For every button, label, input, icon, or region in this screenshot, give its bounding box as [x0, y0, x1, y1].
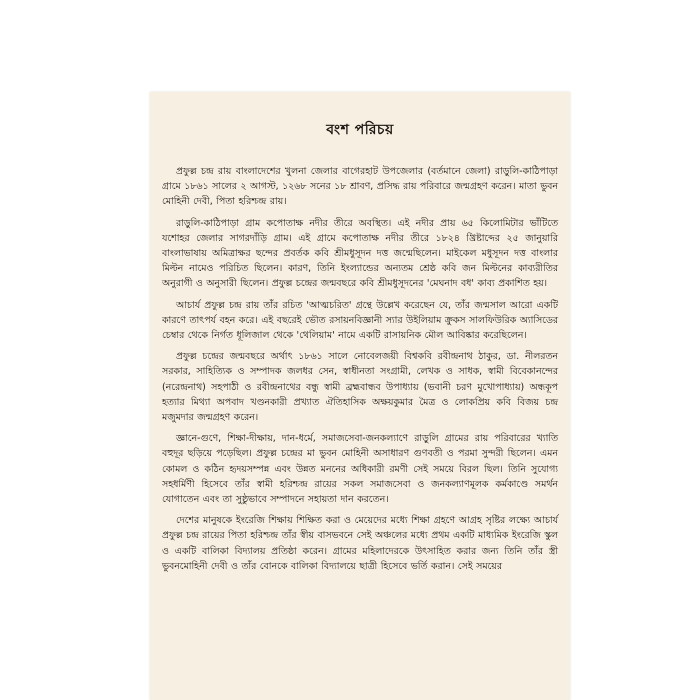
paragraph-6: দেশের মানুষকে ইংরেজি শিক্ষায় শিক্ষিত করা ও মেয়েদের মধ্যে শিক্ষা গ্রহণে আগ্রহ সৃষ্টির লক্ষ্যে আচার্য প্রফুল্ল চন্দ্র রায়ের পিতা হরিশ্চন্দ্র তাঁর স্বীয় বাসভবনে সেই অঞ্চলের মধ্যে প্রথম একটি মাধ্যমিক ইংরেজি স্কুল ও একটি বালিকা বিদ্যালয় প্রতিষ্ঠা করেন। গ্রামের মহিলাদেরকে উৎসাহিত করার জন্য তিনি তাঁর স্ত্রী ভুবনমোহিনী দেবী ও তাঁর বোনকে বালিকা বিদ্যালয়ে ছাত্রী হিসেবে ভর্তি করান। সেই সময়ের: [162, 515, 558, 572]
paragraph-2: রাড়ুলি-কাঠিপাড়া গ্রাম কপোতাক্ষ নদীর তীরে অবস্থিত। এই নদীর প্রায় ৬৫ কিলোমিটার ভাঁটিতে যশোহর জেলার সাগরদাঁড়ি গ্রাম। এই গ্রামে কপোতাক্ষ নদীর তীরে ১৮২৪ খ্রিষ্টাব্দের ২৫ জানুয়ারি বাংলাভাষায় অমিত্রাক্ষর ছন্দের প্রবর্তক কবি শ্রীমধুসূদন দত্ত জন্মেছিলেন। মাইকেল মধুসূদন দত্ত বাংলার মিল্টন নামেও পরিচিত ছিলেন। কারণ, তিনি ইংল্যান্ডের অন্যতম শ্রেষ্ঠ কবি জন মিল্টনের কাব্যরীতির অনুরাগী ও অনুসারী ছিলেন। প্রফুল্ল চন্দ্রের জন্মবছরে কবি শ্রীমধুসূদনের 'মেঘনাদ বধ' কাব্য প্রকাশিত হয়।: [162, 217, 558, 290]
chapter-title: বংশ পরিচয়: [326, 122, 394, 138]
page-content: [162, 118, 558, 580]
paragraph-5: জ্ঞানে-গুণে, শিক্ষা-দীক্ষায়, দান-ধর্মে, সমাজসেবা-জনকল্যাণে রাড়ুলি গ্রামের রায় পরিবারের খ্যাতি বহুদূর ছড়িয়ে পড়েছিল। প্রফুল্ল চন্দ্রের মা ভুবন মোহিনী অসাধারণ গুণবতী ও পরমা সুন্দরী ছিলেন। এমন কোমল ও কঠিন হৃদয়সম্পন্ন এবং উন্নত মননের অধিকারী রমণী সেই সময়ে বিরল ছিল। তিনি সুযোগ্য সহধর্মিণী হিসেবে তাঁর স্বামী হরিশ্চন্দ্র রায়ের সকল সমাজসেবা ও জনকল্যাণমূলক কর্মকাণ্ডে সমর্থন যোগাতেন এবং তা সুষ্ঠুভাবে সম্পাদনে সহায়তা দান করতেন।: [162, 433, 558, 506]
book-page: [150, 92, 570, 700]
paragraph-4: প্রফুল্ল চন্দ্রের জন্মবছরে অর্থাৎ ১৮৬১ সালে নোবেলজয়ী বিশ্বকবি রবীন্দ্রনাথ ঠাকুর, ডা. নীলরতন সরকার, সাহিত্যিক ও সম্পাদক জলধর সেন, স্বাধীনতা সংগ্রামী, লেখক ও সাধক, স্বামী বিবেকানন্দের (নরেন্দ্রনাথ) সহপাঠী ও রবীন্দ্রনাথের বন্ধু স্বামী ব্রহ্মবান্ধব উপাধ্যায় (ভবানী চরণ মুখোপাধ্যায়) অন্ধকূপ হত্যার মিথ্যা অপবাদ খণ্ডনকারী প্রখ্যাত ঐতিহাসিক অক্ষয়কুমার মৈত্র ও লোকপ্রিয় কবি বিজয় চন্দ্র মজুমদার জন্মগ্রহণ করেন।: [162, 351, 558, 424]
paragraph-1: প্রফুল্ল চন্দ্র রায় বাংলাদেশের খুলনা জেলার বাগেরহাট উপজেলার (বর্তমানে জেলা) রাড়ুলি-কাঠিপাড়া গ্রামে ১৮৬১ সালের ২ আগস্ট, ১২৬৮ সনের ১৮ শ্রাবণ, প্রসিদ্ধ রায় পরিবারে জন্মগ্রহণ করেন। মাতা ভুবন মোহিনী দেবী, পিতা হরিশ্চন্দ্র রায়।: [162, 166, 558, 208]
paragraph-3: আচার্য প্রফুল্ল চন্দ্র রায় তাঁর রচিত 'আত্মচরিত' গ্রন্থে উল্লেখ করেছেন যে, তাঁর জন্মসাল আরো একটি কারণে তাৎপর্য বহন করে। এই বছরেই ভৌত রসায়নবিজ্ঞানী স্যার উইলিয়াম ক্রুকস সালফিউরিক অ্যাসিডের চেম্বার থেকে নির্গত ধূলিজাল থেকে 'থেলিয়াম' নামে একটি রাসায়নিক মৌল আবিষ্কার করেছিলেন।: [162, 299, 558, 342]
